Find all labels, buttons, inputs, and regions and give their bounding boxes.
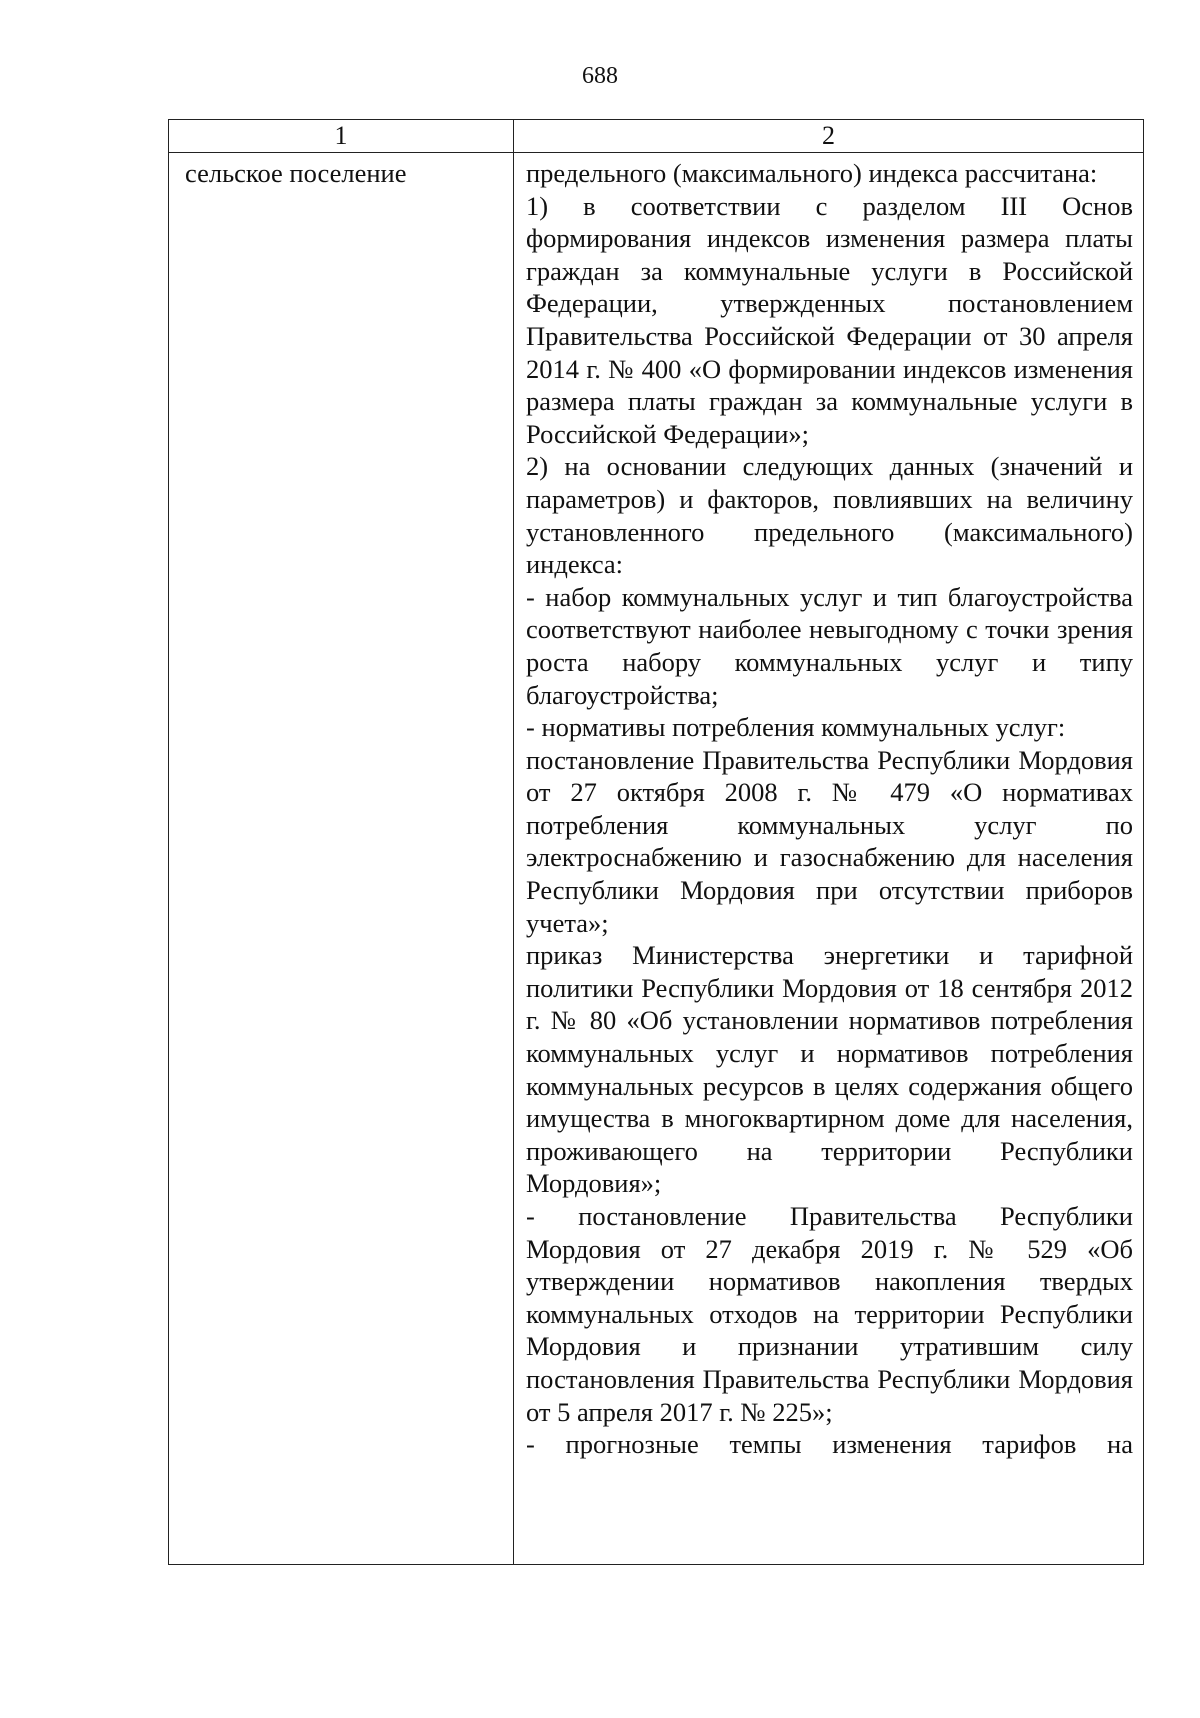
paragraph-resolution-529: - постановление Правительства Республики Мордовия от 27 декабря 2019 г. № 529 «Об утверждении нормативов накопления твердых коммунальных отходов на территории Республики Мордовия и признании утратившим силу постановления Правительства Республики Мордовия от 5 апреля 2017 г. № 225»; (526, 1201, 1133, 1427)
column-header-1: 1 (169, 120, 514, 153)
paragraph-resolution-479: постановление Правительства Республики Мордовия от 27 октября 2008 г. № 479 «О нормативах потребления коммунальных услуг по электроснабжению и газоснабжению для населения Республики Мордовия при отсутствии приборов учета»; (526, 744, 1133, 938)
paragraph-services-set: - набор коммунальных услуг и тип благоустройства соответствуют наиболее невыгодному с точки зрения роста набору коммунальных услуг и типу благоустройства; (526, 581, 1133, 710)
table-row (169, 153, 1144, 1565)
page-number: 688 (582, 63, 618, 89)
table-header-row (169, 120, 1144, 153)
paragraph-item-1: 1) в соответствии с разделом III Основ формирования индексов изменения размера платы граждан за коммунальные услуги в Российской Федерации, утвержденных постановлением Правительства Российской Федерации от 30 апреля 2014 г. № 400 «О формировании индексов изменения размера платы граждан за коммунальные услуги в Российской Федерации»; (526, 190, 1133, 449)
settlement-type-cell: сельское поселение (169, 153, 514, 1565)
document-table (168, 119, 1144, 1565)
column-header-2: 2 (514, 120, 1144, 153)
index-basis-cell (514, 153, 1144, 1565)
paragraph-intro: предельного (максимального) индекса рассчитана: (526, 158, 1098, 188)
paragraph-order-80: приказ Министерства энергетики и тарифной политики Республики Мордовия от 18 сентября 2012 г. № 80 «Об установлении нормативов потребления коммунальных услуг и нормативов потребления коммунальных ресурсов в целях содержания общего имущества в многоквартирном доме для населения, проживающего на территории Республики Мордовия»; (526, 940, 1133, 1199)
paragraph-item-2: 2) на основании следующих данных (значений и параметров) и факторов, повлиявших на величину установленного предельного (максимального) индекса: (526, 451, 1133, 580)
paragraph-consumption-norms: - нормативы потребления коммунальных услуг: (526, 712, 1066, 743)
paragraph-tariff-rates: - прогнозные темпы изменения тарифов на (526, 1429, 1133, 1460)
